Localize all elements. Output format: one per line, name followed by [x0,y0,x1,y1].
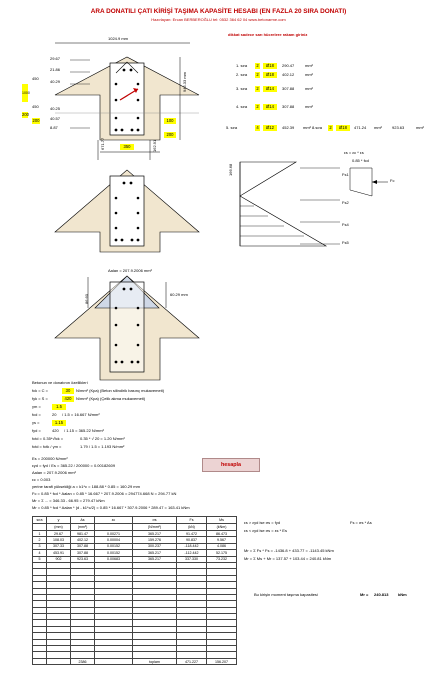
author-line: Hazırlayan: Ercan BERBEROĞLU tel: 0532 364 62 04 www.betonarme.com [151,17,286,22]
top-width-label: 1024.9 mm [108,36,129,41]
fyk-desc: N/mm² (Kpa) (Çelik akma mukavemeti) [76,396,146,401]
row5-unit: mm² [303,125,311,130]
row1-label: 1. sıra [236,63,248,68]
calc-line-2: Fc = 0.85 * fcd * Aalan = 0.85 * 16.667 * 207.9.2006 = 294774.668 N = 294.77 kN [32,491,177,496]
row3-n[interactable]: 2 [256,86,259,91]
dim-671-label: 671.77 [100,137,105,150]
yellow-cell-warning: dikkat sadece sarı hücrelere rakam giriniz [228,32,308,37]
material-heading: Betonun ve donatının özellikleri [32,380,88,385]
row1-area: 290.47 [282,63,295,68]
gs-key: γs = [32,420,40,425]
table-units-row: (mm) (mm²) (N/mm²) (kN) (kNm) [33,524,237,531]
row2-label: 2. sıra [236,72,248,77]
col-sira: sıra [33,517,47,524]
compression-depth-label: 86.60 [84,293,89,304]
row4-label: 4. sıra [236,104,248,109]
strain-depth-label: 166.68 [228,163,233,176]
rule-line-1: εs > εyd ise σs = fyd [244,520,281,525]
stirrup-2 [110,176,144,246]
gs-input[interactable]: 1.15 [52,420,66,426]
row1-unit: mm² [305,63,313,68]
row3-phi[interactable]: Ø14 [263,86,277,92]
height-dim-label: 945.33 mm [182,71,187,92]
fcd-key: fcd = [32,412,41,417]
es-line: Es = 200000 N/mm² [32,456,68,461]
table-row: 2 108.03 402.12 0.00004 159.276 90.837 9.567 [33,537,237,543]
row8-n[interactable]: 2 [329,125,332,130]
fck-key: fck = C = [32,388,49,393]
final-unit: kNm [398,592,407,597]
left-value-2: 21.86 [50,67,61,72]
table-row: 1 29.67 981.47 0.00271 365.217 91.472 86.473 [33,531,237,537]
stirrup-1 [110,63,144,135]
calc-line-4: Mr = 0.85 * fcd * Aalan * (d - k1*c/2) = 0.85 * 16.667 * 307.9.2006 * 289.47 = 163.41 kNm [32,505,190,510]
aalan-line: Aalan = 207.9.2006 mm² [32,470,76,475]
fc-label: Fc [390,178,395,183]
row2-area: 402.12 [282,72,295,77]
rule-line-2: εs < εyd ise σs = εs * Es [244,528,287,533]
row5-n[interactable]: 4 [256,125,259,130]
row8-area: 471.24 [354,125,367,130]
row3-unit: mm² [305,86,313,91]
calc-line-1: yerine tarafi yüksekliği a = k1*c = 188.88 * 0.85 = 160.29 mm [32,484,140,489]
col-sigma: σs [133,517,177,524]
dim-350-input[interactable]: 350 [120,144,134,150]
col-as: As [71,517,95,524]
fctd2-key: fctd = fctk / γm = [32,444,62,449]
left-value-3: 40.29 [50,79,61,84]
eyd-line: εyd = fyd / Es = 365.22 / 200000 = 0.00182609 [32,463,116,468]
ec-line: εc = 0.003 [32,477,51,482]
compression-dim-label: 60.29 mm [170,292,188,297]
table-row: 4 453.91 307.88 0.00152 365.217 -112.442 52.175 [33,550,237,556]
stress-block [350,168,388,196]
row4-area: 307.88 [282,104,295,109]
fcd-val: 20 [52,412,57,417]
strain-eq-label: εs = εc * εs [344,150,364,155]
fctd2-desc: 1.79 / 1.5 = 1.193 N/mm² [80,444,125,449]
row8-unit: mm² [374,125,382,130]
table-header-row [33,517,237,524]
final-key: Mr = [360,592,369,597]
table-row: 3 307.33 307.88 0.00152 300.237 -118.442 4.086 [33,543,237,549]
row4-n[interactable]: 2 [256,104,259,109]
dim-162-label: 162.91 [152,139,157,152]
table-row: 5 902 923.63 0.00683 365.217 337.330 73.232 [33,556,237,562]
fctd1-desc: 0.35 * √ 20 = 1.20 N/mm² [80,436,125,441]
dim-200-input[interactable]: 200 [22,112,29,117]
fyd-key: fyd = [32,428,41,433]
row5-label: 5. sıra [226,125,238,130]
fs4-label: Fs4 [342,222,349,227]
row5-area: 452.39 [282,125,295,130]
dim-450-label: 450 [32,76,39,81]
left-value-5: 40.57 [50,116,61,121]
results-table [32,516,237,665]
fyk-key: fyk = S = [32,396,48,401]
row5-phi[interactable]: Ø12 [263,125,277,131]
col-fs: Fs [177,517,207,524]
stress-top-label: 0.85 * fcd [352,158,369,163]
fyd-val: 420 [52,428,59,433]
stirrup-3 [110,282,144,372]
table-totals-row: 2386 toplam 471.227 156.207 [33,658,237,664]
fs5-label: Fs5 [342,240,349,245]
row8-phi[interactable]: Ø18 [336,125,350,131]
left-value-6: 8.87 [50,125,58,130]
col-y: y [47,517,71,524]
dim-200b-input[interactable]: 200 [32,118,40,123]
compression-area-label: Aalan = 207.9.2006 mm² [108,268,152,273]
sum-line-2: Mr = Σ Ms + Mr = 137.57 + 103.44 = 240.81 kNm [244,556,332,561]
fs1-label: Fs1 [342,172,349,177]
fck-desc: N/mm² (Kpa) (Beton silindirik basınç mukavemeti) [76,388,165,393]
row2-phi[interactable]: Ø18 [263,72,277,78]
dim-100-input[interactable]: 100 [164,118,176,124]
final-value: 240.813 [374,592,389,597]
rebar-total-unit: mm² [416,125,424,130]
row8-label: 8.sıra [312,125,323,130]
dim-1000-input[interactable]: 1000 [22,84,28,102]
left-value-1: 29.67 [50,56,61,61]
fyd-desc: / 1.15 = 365.22 N/mm² [64,428,104,433]
row1-phi[interactable]: Ø18 [263,63,277,69]
row3-label: 3. sıra [236,86,248,91]
sum-line-1: Mr = Σ Fs * Fs = -1436.8 + 433.77 = -1143.45 kNm [244,548,334,553]
left-value-4: 40.25 [50,106,61,111]
row4-unit: mm² [305,104,313,109]
gm-key: γm = [32,404,41,409]
row4-phi[interactable]: Ø14 [263,104,277,110]
page-title: ARA DONATILI ÇATI KİRİŞİ TAŞIMA KAPASİTE HESABI (EN FAZLA 20 SIRA DONATI) [90,8,347,15]
fyk-input[interactable]: 420 [62,396,74,402]
fs2-label: Fs2 [342,200,349,205]
col-ec: εc [95,517,133,524]
calc-line-3: Mr = Σ ... = 346.33 - 66.95 = 279.47 kNm [32,498,105,503]
strain-diagram [240,162,340,246]
row2-unit: mm² [305,72,313,77]
row3-area: 307.88 [282,86,295,91]
calculate-button[interactable]: hesapla [202,458,260,472]
fctd1-key: fctd = 0.35*√fck = [32,436,64,441]
dim-200c-input[interactable]: 200 [164,132,176,138]
fcd-desc: / 1.5 = 16.667 N/mm² [62,412,100,417]
col-ms: Ms [207,517,237,524]
rule-line-3: Fs = σs * As [350,520,372,525]
row2-n[interactable]: 2 [256,72,259,77]
rebar-total: 923.63 [392,125,405,130]
gm-input[interactable]: 1.5 [52,404,66,410]
dim-450b-label: 450 [32,104,39,109]
fck-input[interactable]: 30 [62,388,74,394]
final-label: Bu kirişin moment taşıma kapasitesi [254,592,318,597]
row1-n[interactable]: 2 [256,63,259,68]
